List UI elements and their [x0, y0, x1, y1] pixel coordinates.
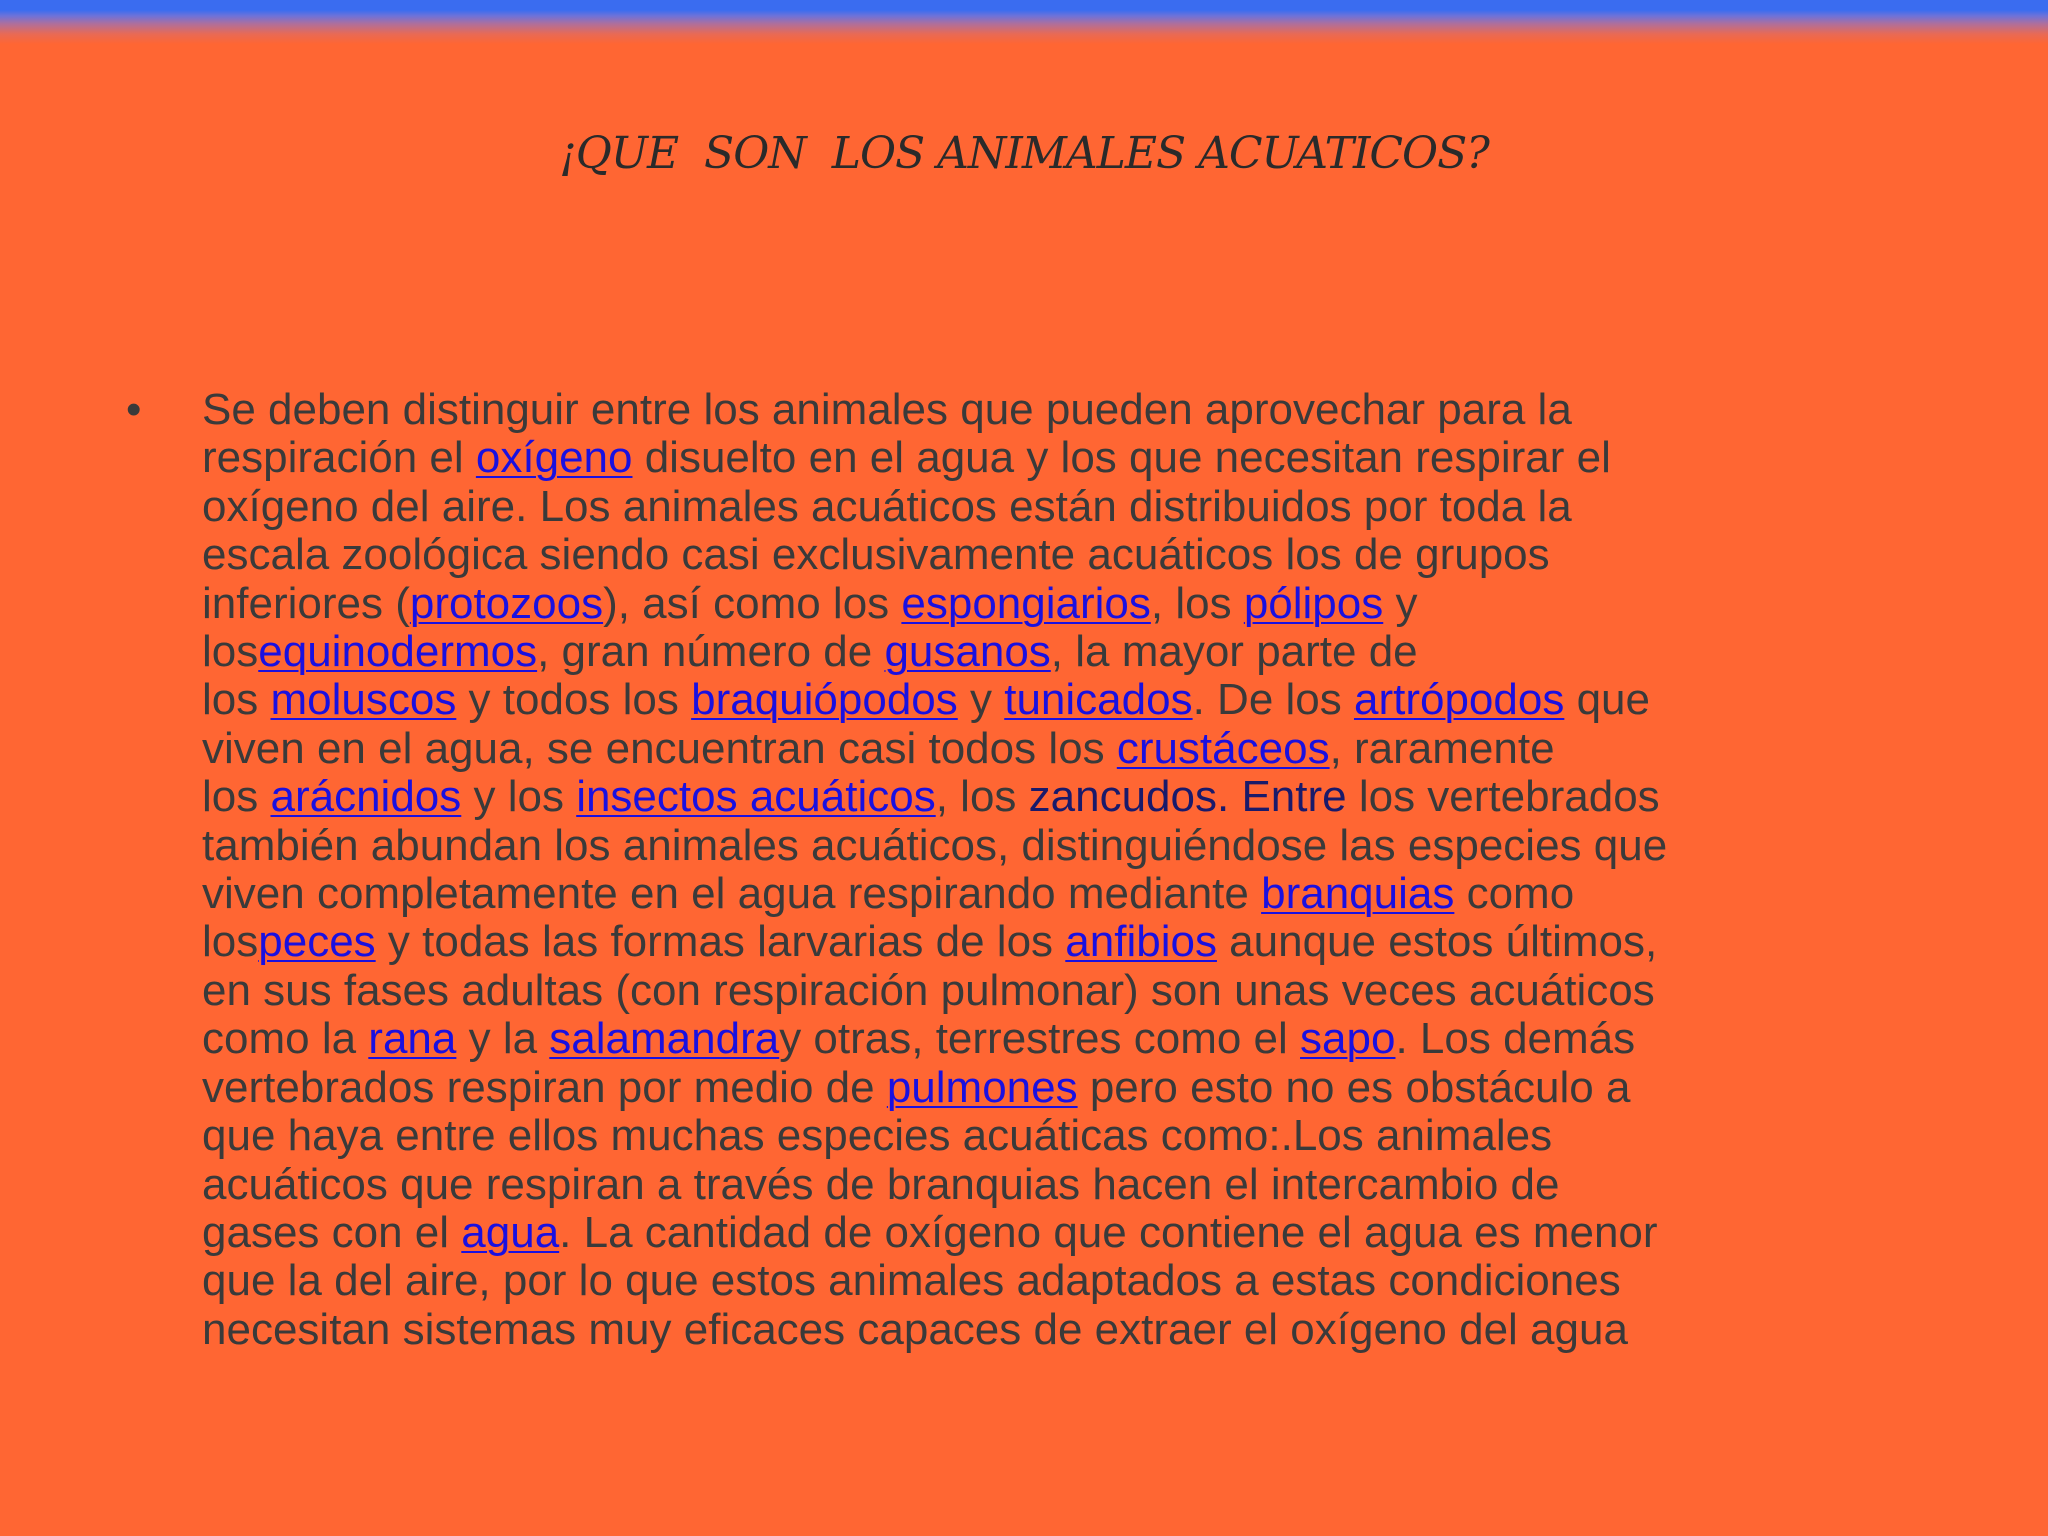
inline-link[interactable]: peces — [258, 917, 376, 967]
paragraph-line — [202, 870, 1922, 918]
inline-link[interactable]: sapo — [1300, 1014, 1396, 1064]
paragraph-line — [202, 1161, 1922, 1209]
inline-link[interactable]: moluscos — [270, 675, 457, 725]
paragraph-text: acuáticos que respiran a través de branquias hacen el intercambio de — [202, 1159, 1560, 1209]
paragraph-text: gases con el — [202, 1207, 462, 1257]
paragraph-text: también abundan los animales acuáticos, distinguiéndose las especies que — [202, 820, 1668, 870]
paragraph-text: que haya entre ellos muchas especies acuáticas como:.Los animales — [202, 1111, 1553, 1161]
body-paragraph — [202, 386, 1922, 1354]
paragraph-text: como — [1454, 869, 1575, 919]
inline-link[interactable]: protozoos — [409, 578, 604, 628]
slide-title: ¡QUE SON LOS ANIMALES ACUATICOS? — [559, 128, 1489, 179]
paragraph-line — [202, 386, 1922, 434]
inline-link[interactable]: arácnidos — [270, 772, 462, 822]
inline-link[interactable]: braquiópodos — [691, 675, 958, 725]
inline-link[interactable]: gusanos — [884, 627, 1051, 677]
paragraph-text: que la del aire, por lo que estos animales adaptados a estas condiciones — [202, 1256, 1621, 1306]
paragraph-text: zancudos. Entre — [1028, 772, 1347, 822]
inline-link[interactable]: pólipos — [1243, 578, 1384, 628]
paragraph-text: aunque estos últimos, — [1216, 917, 1658, 967]
inline-link[interactable]: anfibios — [1065, 917, 1217, 967]
paragraph-line — [202, 725, 1922, 773]
paragraph-text: , los — [1150, 578, 1244, 628]
paragraph-text: los — [202, 675, 271, 725]
paragraph-line — [202, 1015, 1922, 1063]
paragraph-line — [202, 773, 1922, 821]
paragraph-text: , los — [935, 772, 1029, 822]
paragraph-text: . De los — [1192, 675, 1354, 725]
inline-link[interactable]: equinodermos — [258, 627, 538, 677]
paragraph-text: viven completamente en el agua respirando mediante — [202, 869, 1262, 919]
paragraph-text: como la — [202, 1014, 369, 1064]
inline-link[interactable]: rana — [368, 1014, 457, 1064]
paragraph-line — [202, 483, 1922, 531]
paragraph-text: vertebrados respiran por medio de — [202, 1062, 887, 1112]
paragraph-line — [202, 434, 1922, 482]
paragraph-line — [202, 967, 1922, 1015]
inline-link[interactable]: crustáceos — [1116, 723, 1330, 773]
paragraph-text: los — [202, 917, 259, 967]
paragraph-text: los vertebrados — [1346, 772, 1660, 822]
paragraph-text: . Los demás — [1395, 1014, 1636, 1064]
paragraph-text: viven en el agua, se encuentran casi todos los — [202, 723, 1117, 773]
paragraph-text: pero esto no es obstáculo a — [1077, 1062, 1631, 1112]
paragraph-text: Se deben distinguir entre los animales que pueden aprovechar para la — [202, 385, 1572, 434]
paragraph-text: los — [202, 627, 259, 677]
paragraph-line — [202, 1209, 1922, 1257]
paragraph-text: , la mayor parte de — [1050, 627, 1418, 677]
paragraph-text: disuelto en el agua y los que necesitan respirar el — [632, 433, 1611, 483]
paragraph-line — [202, 1257, 1922, 1305]
paragraph-text: y — [1383, 578, 1418, 628]
paragraph-line — [202, 628, 1922, 676]
inline-link[interactable]: salamandra — [549, 1014, 780, 1064]
inline-link[interactable]: insectos acuáticos — [576, 772, 936, 822]
inline-link[interactable]: pulmones — [886, 1062, 1078, 1112]
paragraph-text: y — [957, 675, 1005, 725]
paragraph-text: y todos los — [456, 675, 692, 725]
paragraph-line — [202, 1064, 1922, 1112]
paragraph-text: en sus fases adultas (con respiración pulmonar) son unas veces acuáticos — [202, 965, 1655, 1015]
top-accent-bar — [0, 0, 2048, 44]
paragraph-line — [202, 580, 1922, 628]
paragraph-line — [202, 531, 1922, 579]
bullet-marker: • — [126, 385, 142, 434]
paragraph-text: y los — [461, 772, 577, 822]
inline-link[interactable]: artrópodos — [1353, 675, 1565, 725]
paragraph-text: y todas las formas larvarias de los — [375, 917, 1066, 967]
paragraph-text: ), así como los — [603, 578, 902, 628]
paragraph-line — [202, 1306, 1922, 1354]
paragraph-text: que — [1564, 675, 1650, 725]
paragraph-text: , raramente — [1329, 723, 1555, 773]
paragraph-text: . La cantidad de oxígeno que contiene el agua es menor — [559, 1207, 1658, 1257]
inline-link[interactable]: oxígeno — [475, 433, 633, 483]
paragraph-text: necesitan sistemas muy eficaces capaces de extraer el oxígeno del agua — [202, 1304, 1628, 1354]
paragraph-text: los — [202, 772, 271, 822]
paragraph-text: y otras, terrestres como el — [779, 1014, 1301, 1064]
paragraph-text: , gran número de — [537, 627, 885, 677]
paragraph-text: y la — [456, 1014, 550, 1064]
inline-link[interactable]: tunicados — [1004, 675, 1193, 725]
paragraph-text: inferiores ( — [202, 578, 410, 628]
paragraph-text: respiración el — [202, 433, 476, 483]
paragraph-line — [202, 918, 1922, 966]
paragraph-text: oxígeno del aire. Los animales acuáticos están distribuidos por toda la — [202, 481, 1572, 531]
inline-link[interactable]: agua — [461, 1207, 560, 1257]
paragraph-line — [202, 822, 1922, 870]
inline-link[interactable]: branquias — [1261, 869, 1455, 919]
paragraph-line — [202, 676, 1922, 724]
inline-link[interactable]: espongiarios — [901, 578, 1151, 628]
paragraph-text: escala zoológica siendo casi exclusivamente acuáticos los de grupos — [202, 530, 1550, 580]
paragraph-line — [202, 1112, 1922, 1160]
